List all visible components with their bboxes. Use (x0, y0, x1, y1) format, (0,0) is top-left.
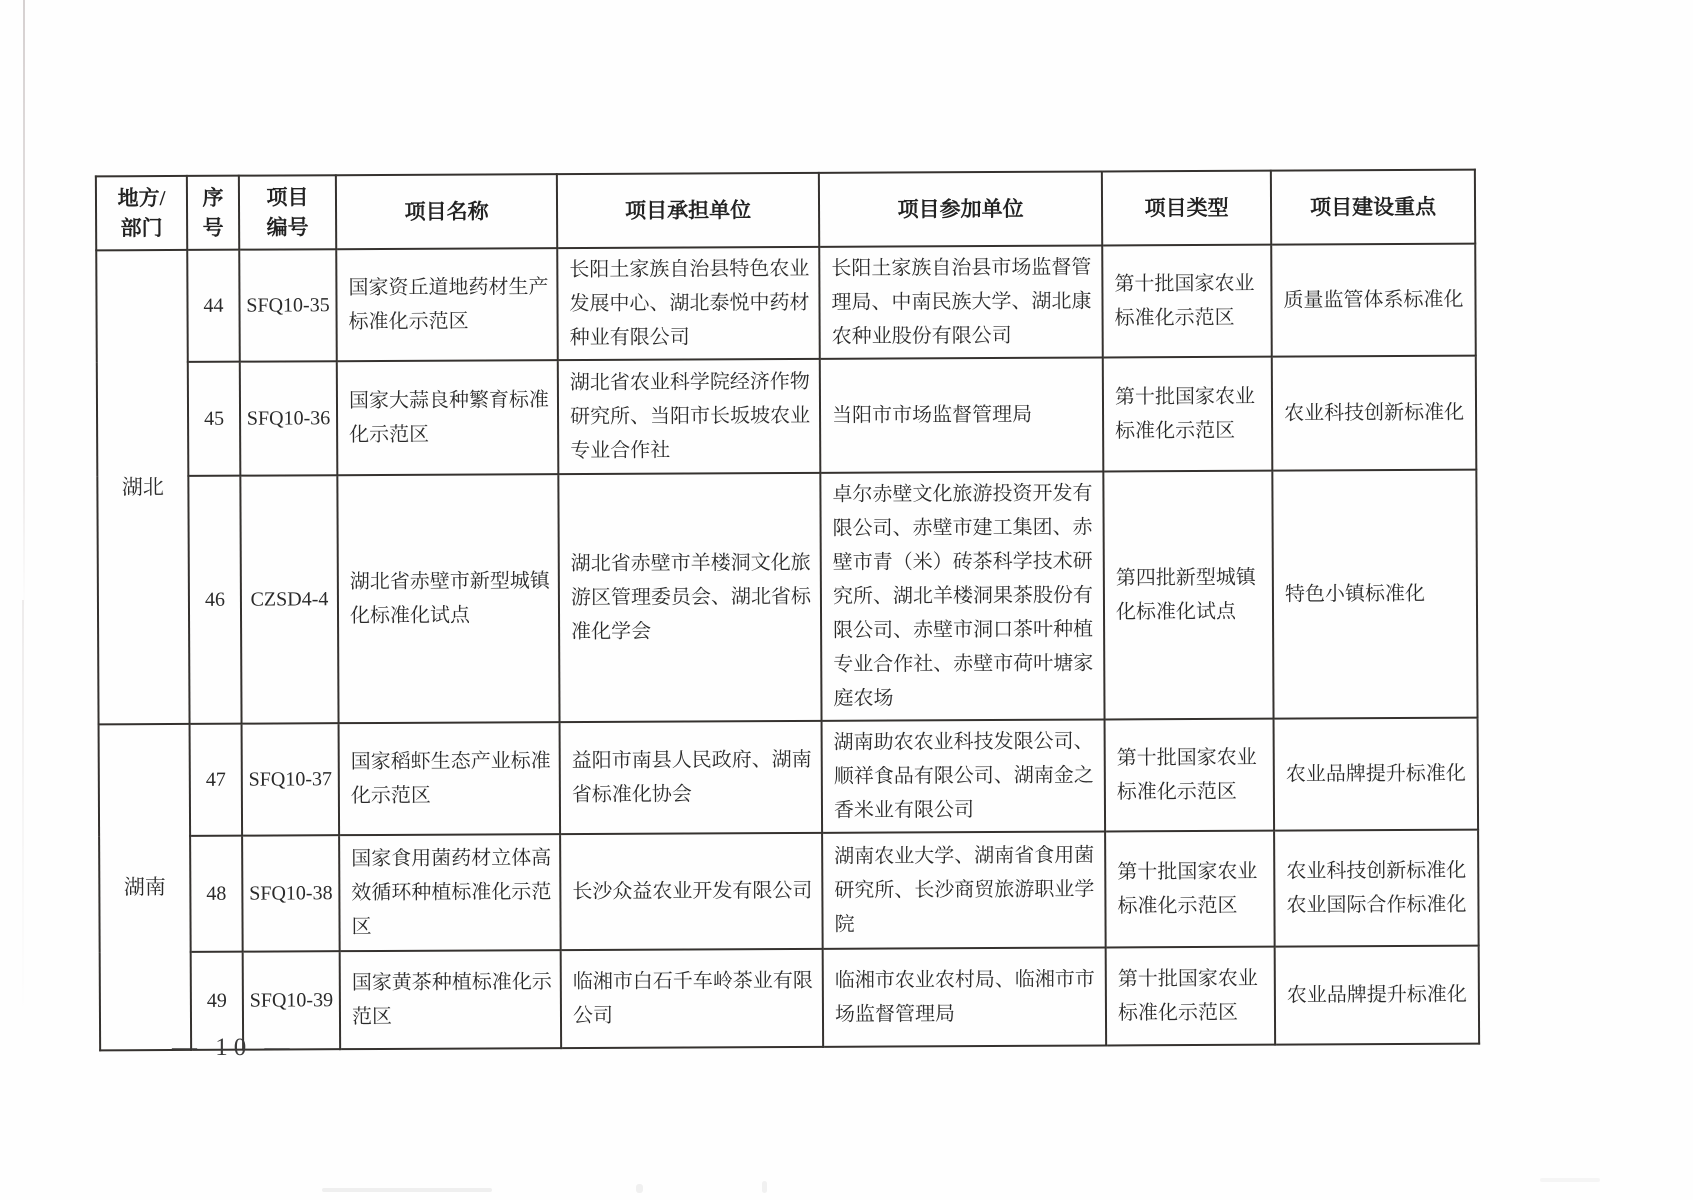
cell-undertaking-unit: 临湘市白石千车岭茶业有限 公司 (561, 949, 823, 1048)
cell-serial-no: 48 (190, 836, 243, 952)
header-project-code: 项目 编号 (239, 175, 336, 249)
cell-project-type: 第十批国家农业 标准化示范区 (1105, 719, 1275, 832)
table-header-row (96, 170, 1475, 251)
cell-project-name: 国家食用菌药材立体高 效循环种植标准化示范 区 (339, 834, 561, 951)
header-participating-unit: 项目参加单位 (819, 171, 1102, 246)
table-row (99, 830, 1479, 953)
cell-project-code: CZSD4-4 (240, 475, 338, 723)
cell-serial-no: 44 (187, 250, 240, 362)
cell-serial-no: 47 (190, 724, 243, 836)
cell-project-code: SFQ10-35 (239, 249, 337, 361)
scan-artifact-smudge (322, 1188, 492, 1192)
cell-serial-no: 49 (191, 952, 243, 1050)
cell-project-name: 国家大蒜良种繁育标准 化示范区 (337, 360, 559, 475)
table-row (97, 470, 1477, 725)
cell-participating-unit: 湖南助农农业科技发限公司、 顺祥食品有限公司、湖南金之 香米业有限公司 (822, 719, 1106, 832)
cell-construction-focus: 农业科技创新标准化 农业国际合作标准化 (1274, 830, 1479, 947)
cell-construction-focus: 农业品牌提升标准化 (1274, 718, 1479, 831)
header-project-name: 项目名称 (336, 174, 557, 249)
cell-participating-unit: 长阳土家族自治县市场监督管 理局、中南民族大学、湖北康 农种业股份有限公司 (819, 245, 1103, 358)
cell-region-hubei: 湖北 (96, 250, 189, 724)
header-serial-no: 序 号 (187, 176, 239, 250)
table-row (96, 244, 1476, 363)
cell-participating-unit: 临湘市农业农村局、临湘市市 场监督管理局 (823, 947, 1106, 1046)
table-row (100, 946, 1479, 1051)
cell-project-code: SFQ10-38 (242, 835, 340, 951)
cell-participating-unit: 湖南农业大学、湖南省食用菌 研究所、长沙商贸旅游职业学 院 (822, 831, 1106, 948)
cell-undertaking-unit: 长沙众益农业开发有限公司 (560, 833, 823, 950)
cell-construction-focus: 农业科技创新标准化 (1272, 356, 1477, 471)
cell-project-type: 第四批新型城镇 化标准化试点 (1103, 471, 1273, 720)
cell-project-type: 第十批国家农业 标准化示范区 (1102, 245, 1272, 358)
scan-artifact-left-line (23, 0, 25, 610)
projects-table-container (95, 169, 1478, 1052)
cell-undertaking-unit: 湖北省农业科学院经济作物 研究所、当阳市长坂坡农业 专业合作社 (558, 359, 821, 474)
page-number: — 10 — (172, 1034, 296, 1061)
cell-undertaking-unit: 益阳市南县人民政府、湖南 省标准化协会 (560, 721, 823, 834)
header-undertaking-unit: 项目承担单位 (557, 173, 819, 248)
header-construction-focus: 项目建设重点 (1271, 170, 1475, 245)
cell-construction-focus: 农业品牌提升标准化 (1275, 946, 1479, 1045)
cell-construction-focus: 特色小镇标准化 (1272, 470, 1477, 719)
projects-table (95, 169, 1480, 1052)
header-region: 地方/ 部门 (96, 176, 187, 250)
cell-participating-unit: 当阳市市场监督管理局 (820, 357, 1104, 472)
cell-serial-no: 46 (188, 476, 241, 724)
cell-project-type: 第十批国家农业 标准化示范区 (1103, 357, 1273, 472)
scan-artifact-smudge (636, 1184, 643, 1193)
cell-undertaking-unit: 长阳土家族自治县特色农业 发展中心、湖北泰悦中药材 种业有限公司 (557, 247, 820, 360)
cell-serial-no: 45 (188, 362, 241, 476)
scan-artifact-smudge (762, 1181, 767, 1193)
scan-artifact-left-line-lower (22, 600, 24, 1020)
scan-artifact-smudge (1540, 1178, 1600, 1182)
cell-construction-focus: 质量监管体系标准化 (1271, 244, 1476, 357)
cell-project-code: SFQ10-39 (243, 951, 340, 1049)
cell-project-name: 国家黄茶种植标准化示 范区 (340, 950, 561, 1049)
header-project-type: 项目类型 (1102, 171, 1271, 246)
cell-participating-unit: 卓尔赤壁文化旅游投资开发有 限公司、赤壁市建工集团、赤 壁市青（米）砖茶科学技术研 究所、湖北羊楼洞果茶股份有 限公司、赤壁市洞口茶叶种植 专业合作社、赤壁市荷叶塘家 庭农场 (820, 471, 1104, 720)
cell-region-hunan: 湖南 (99, 724, 192, 1050)
cell-project-name: 国家资丘道地药材生产 标准化示范区 (336, 248, 558, 361)
cell-project-code: SFQ10-37 (242, 723, 340, 835)
cell-project-type: 第十批国家农业 标准化示范区 (1106, 947, 1275, 1046)
cell-project-code: SFQ10-36 (240, 361, 338, 475)
cell-project-type: 第十批国家农业 标准化示范区 (1105, 831, 1275, 948)
cell-project-name: 湖北省赤壁市新型城镇 化标准化试点 (337, 474, 559, 723)
table-row (99, 718, 1479, 837)
table-row (97, 356, 1477, 477)
cell-undertaking-unit: 湖北省赤壁市羊楼洞文化旅 游区管理委员会、湖北省标 准化学会 (558, 473, 821, 722)
cell-project-name: 国家稻虾生态产业标准 化示范区 (339, 722, 561, 835)
